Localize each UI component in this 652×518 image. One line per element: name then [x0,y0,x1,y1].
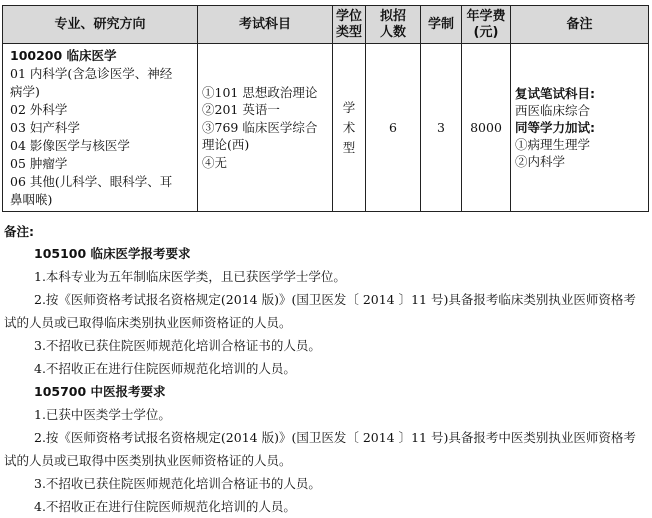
requirement-item: 2.按《医师资格考试报名资格规定(2014 版)》(国卫医发〔 2014 〕11 号)具备报考临床类别执业医师资格考试的人员或已取得临床类别执业医师资格证的人员。 [4,292,636,330]
fee-cell: 8000 [462,44,511,212]
admissions-table-container [2,5,648,212]
notes-cell [511,44,649,212]
requirement-item: 4.不招收正在进行住院医师规范化培训的人员。 [34,499,296,514]
requirement-item: 1.本科专业为五年制临床医学类，且已获医学学士学位。 [34,269,346,284]
requirement-item: 2.按《医师资格考试报名资格规定(2014 版)》(国卫医发〔 2014 〕11 号)具备报考中医类别执业医师资格考试的人员或已取得中医类别执业医师资格证的人员。 [4,430,636,468]
subject-line: ②201 英语一 [202,102,280,118]
header-notes: 备注 [511,6,649,44]
equiv-label: 同等学力加试: [515,120,595,135]
direction-line: 病学) [10,84,40,99]
remarks-title: 备注: [4,224,34,239]
major-title: 100200 临床医学 [10,48,117,63]
requirement-item: 1.已获中医类学士学位。 [34,407,171,422]
header-degree-type-line1: 学位 [335,8,362,24]
requirement-item: 3.不招收已获住院医师规范化培训合格证书的人员。 [34,338,321,353]
direction-line: 鼻咽喉) [10,192,53,207]
degree-type-char: 学 [342,99,356,115]
requirement-item: 3.不招收已获住院医师规范化培训合格证书的人员。 [34,476,321,491]
header-degree-type [333,6,366,44]
header-degree-type-line2: 类型 [335,24,362,40]
direction-line: 06 其他(儿科学、眼科学、耳 [10,174,173,189]
direction-line: 04 影像医学与核医学 [10,138,130,153]
table-row [3,44,649,212]
header-subjects: 考试科目 [198,6,333,44]
direction-line: 05 肿瘤学 [10,156,68,171]
equiv-subject: ①病理生理学 [515,137,591,152]
header-fee-line1: 年学费 [466,8,506,24]
subject-line: ③769 临床医学综合 [202,119,318,135]
subjects-cell [198,44,333,212]
header-enroll-line1: 拟招 [379,8,406,24]
header-enroll-line2: 人数 [379,24,406,40]
header-major: 专业、研究方向 [3,6,198,44]
retest-label: 复试笔试科目: [515,86,595,101]
subject-line: ④无 [202,154,228,170]
section-heading-tcm: 105700 中医报考要求 [34,384,166,399]
equiv-subject: ②内科学 [515,154,566,169]
enroll-cell: 6 [366,44,421,212]
subject-line: ①101 思想政治理论 [202,84,318,100]
remarks-section [4,222,648,518]
table-header-row [3,6,649,44]
degree-type-char: 型 [342,139,356,155]
subject-line: 理论(西) [202,137,250,153]
requirement-item: 4.不招收正在进行住院医师规范化培训的人员。 [34,361,296,376]
section-heading-clinical: 105100 临床医学报考要求 [34,246,191,261]
header-enroll [366,6,421,44]
direction-line: 03 妇产科学 [10,120,80,135]
direction-line: 02 外科学 [10,102,68,117]
direction-line: 01 内科学(含急诊医学、神经 [10,66,173,81]
duration-cell: 3 [421,44,462,212]
degree-type-cell [333,44,366,212]
major-cell [3,44,198,212]
retest-subject: 西医临床综合 [515,103,591,118]
header-duration: 学制 [421,6,462,44]
admissions-table [2,5,649,212]
header-fee [462,6,511,44]
header-fee-line2: (元) [473,24,499,40]
degree-type-char: 术 [342,119,356,135]
